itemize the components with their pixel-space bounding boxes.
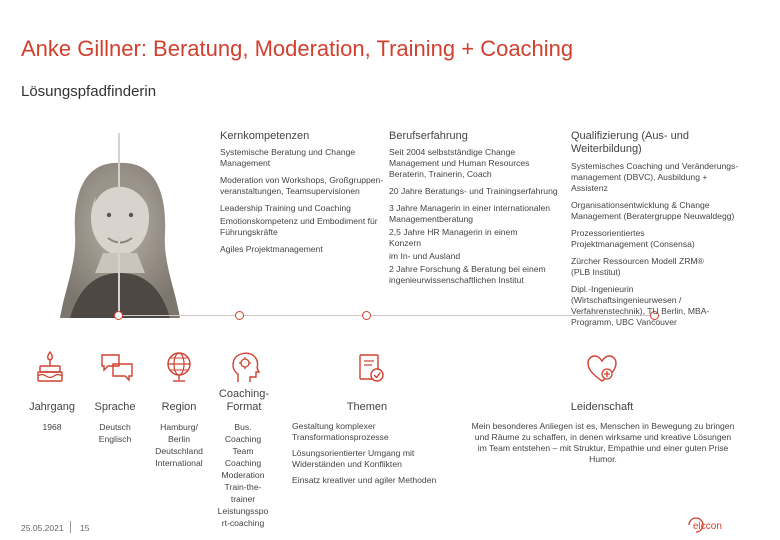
list-item: Moderation: [221, 470, 265, 480]
portrait-photo: [25, 123, 215, 318]
list-item: Coaching: [224, 434, 262, 444]
list-item: Leadership Training und Coaching: [220, 203, 351, 213]
list-item: Agiles Projektmanagement: [220, 244, 323, 254]
region-label: Region: [161, 401, 197, 413]
leidenschaft-value: Mein besonderes Anliegen ist es, Menschen in Bewegung zu bringen und Räume zu schaffen, in denen wirksame und kreative Lösungen im Team entstehen – mit Struktur, Empathie und einer guten Prise Humor.: [471, 421, 735, 464]
timeline-vertical-line: [118, 133, 120, 318]
list-item: im In- und Ausland: [389, 251, 461, 261]
list-item: Deutsch: [99, 422, 131, 432]
themen-values: [292, 421, 442, 486]
themen-label: Themen: [346, 401, 388, 413]
list-item: trainer: [230, 494, 256, 504]
berufserfahrung-list: [389, 147, 559, 292]
list-item: Leistungsspo: [217, 506, 269, 516]
sprache-label: Sprache: [94, 401, 136, 413]
timeline-node: [235, 311, 244, 320]
company-logo: [686, 516, 738, 534]
head-gears-icon: [228, 350, 262, 384]
page-subtitle: Lösungspfadfinderin: [21, 83, 157, 100]
timeline-node: [362, 311, 371, 320]
timeline-node: [114, 311, 123, 320]
jahrgang-value: 1968: [42, 422, 62, 432]
list-item: Englisch: [98, 434, 132, 444]
list-item: 2,5 Jahre HR Managerin in einem Konzern: [389, 227, 518, 248]
svg-text:elccon: elccon: [693, 521, 722, 532]
speech-bubbles-icon: [99, 352, 135, 382]
globe-icon: [163, 350, 195, 384]
coaching-format-label: Coaching-Format: [218, 388, 270, 413]
list-item: Systemisches Coaching und Veränderungs-management (DBVC), Ausbildung + Assistenz: [571, 161, 739, 193]
list-item: Moderation von Workshops, Großgruppen-veranstaltungen, Teamsupervisionen: [220, 175, 384, 196]
cake-icon: [35, 350, 65, 384]
list-item: Lösungsorientierter Umgang mit Widerständen und Konflikten: [292, 448, 415, 469]
kernkompetenzen-list: [220, 147, 390, 261]
footer-date: 25.05.2021: [21, 523, 64, 533]
list-item: Hamburg/: [160, 422, 198, 432]
list-item: Bus.: [234, 422, 252, 432]
list-item: Team: [232, 446, 254, 456]
region-values: [148, 421, 210, 469]
list-item: rt-coaching: [221, 518, 265, 528]
list-item: Organisationsentwicklung & Change Management (Beratergruppe Neuwaldegg): [571, 200, 735, 221]
coaching-format-values: [212, 421, 274, 529]
page-number: 15: [80, 523, 90, 533]
leidenschaft-label: Leidenschaft: [570, 401, 634, 413]
jahrgang-label: Jahrgang: [29, 401, 75, 413]
qualifizierung-list: [571, 161, 741, 334]
list-item: Einsatz kreativer und agiler Methoden: [292, 475, 437, 485]
list-item: 3 Jahre Managerin in einer internationalen Managementberatung: [389, 203, 550, 224]
sprache-values: [93, 421, 137, 445]
list-item: Systemische Beratung und Change Management: [220, 147, 356, 168]
list-item: Prozessorientiertes Projektmanagement (Consensa): [571, 228, 695, 249]
berufserfahrung-heading: Berufserfahrung: [389, 130, 468, 142]
list-item: Deutschland: [155, 446, 203, 456]
list-item: 20 Jahre Beratungs- und Trainingserfahrung: [389, 186, 558, 196]
list-item: Seit 2004 selbstständige Change Management und Human Resources Beraterin, Trainerin, Coach: [389, 147, 530, 179]
document-check-icon: [356, 352, 386, 384]
footer-divider: [70, 521, 71, 533]
list-item: Zürcher Ressourcen Modell ZRM® (PLB Institut): [571, 256, 704, 277]
list-item: Coaching: [224, 458, 262, 468]
list-item: 2 Jahre Forschung & Beratung bei einem ingenieurwissenschaftlichen Institut: [389, 264, 546, 285]
list-item: Gestaltung komplexer Transformationsprozesse: [292, 421, 389, 442]
heart-icon: [586, 354, 618, 384]
list-item: International: [155, 458, 203, 468]
list-item: Emotionskompetenz und Embodiment für Führungskräfte: [220, 216, 378, 237]
list-item: Berlin: [168, 434, 190, 444]
list-item: Train-the-: [224, 482, 262, 492]
qualifizierung-heading: Qualifizierung (Aus- und Weiterbildung): [571, 130, 690, 155]
kernkompetenzen-heading: Kernkompetenzen: [220, 130, 310, 142]
page-title: Anke Gillner: Beratung, Moderation, Training + Coaching: [21, 36, 574, 61]
list-item: Dipl.-Ingenieurin (Wirtschaftsingenieurwesen / Verfahrenstechnik), TU Berlin, MBA-Programm, UBC Vancouver: [571, 284, 710, 327]
